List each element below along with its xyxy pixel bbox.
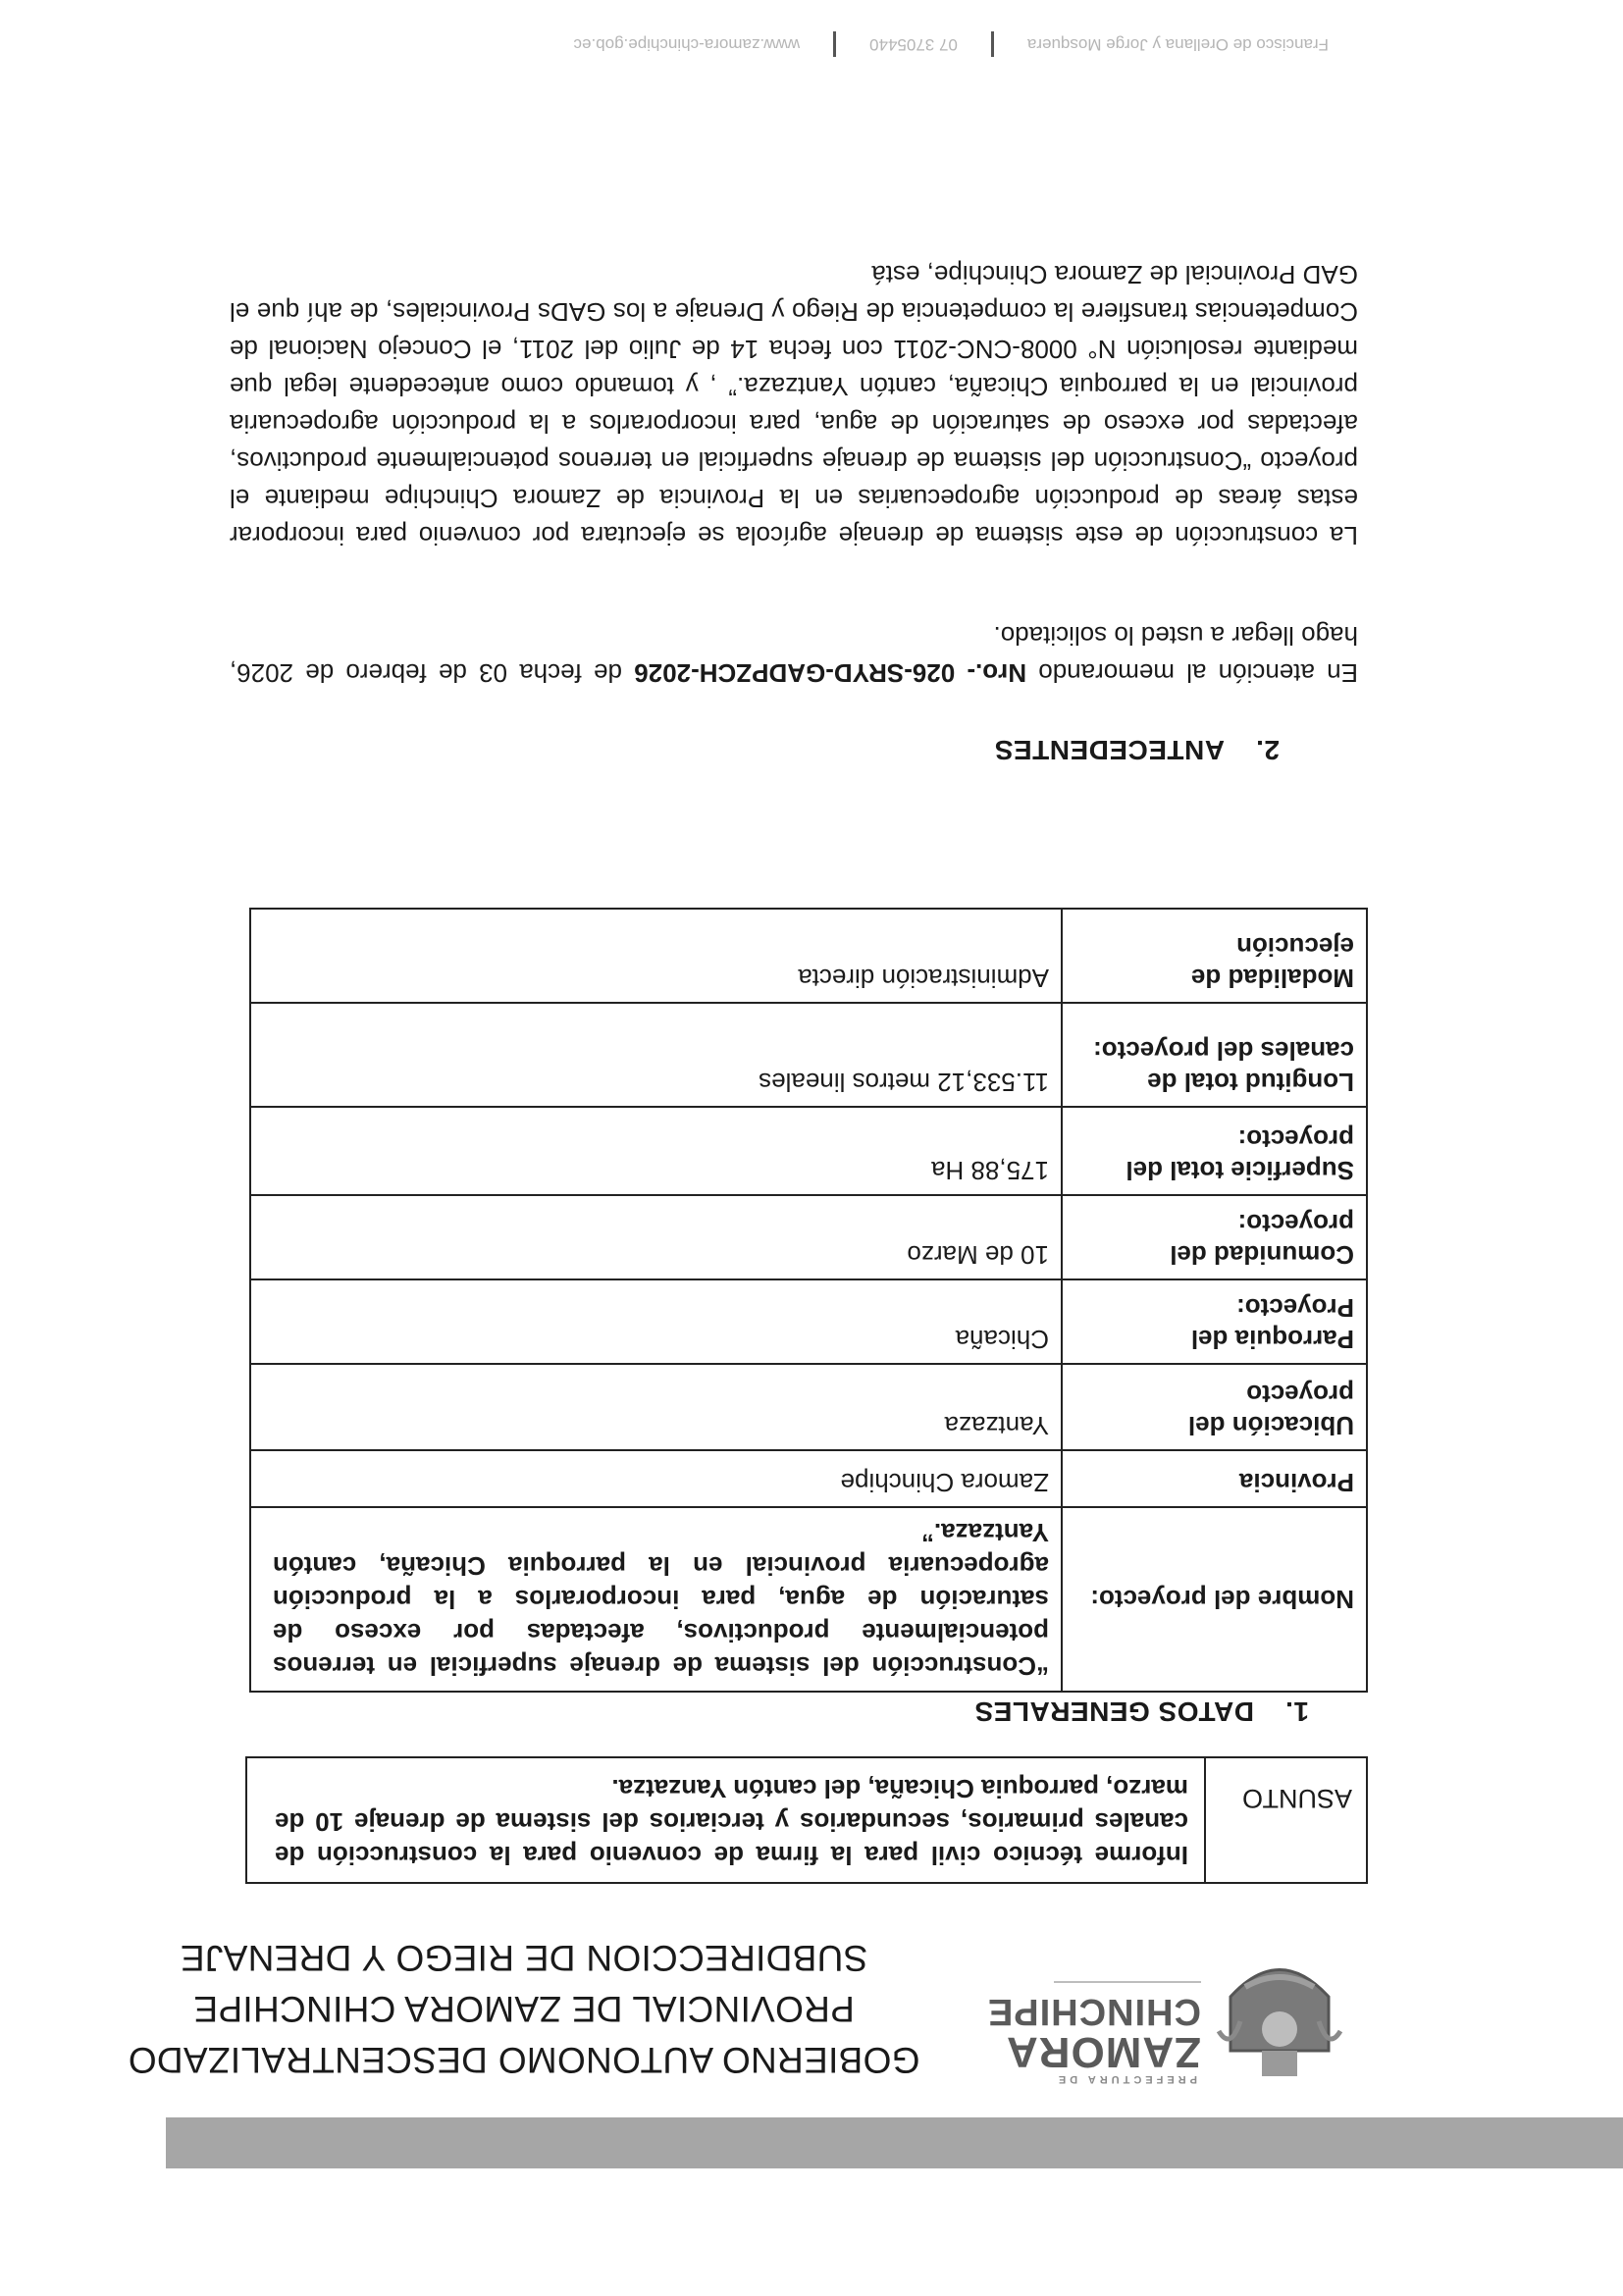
row-label: Parroquia del Proyecto: (1062, 1279, 1367, 1364)
table-row (250, 1003, 1367, 1107)
footer-separator (991, 31, 994, 57)
row-label: Provincia (1062, 1450, 1367, 1507)
row-value: 11.533,12 metros lineales (250, 1003, 1062, 1107)
row-value: Chicaña (250, 1279, 1062, 1364)
general-data-table (249, 908, 1368, 1693)
section-1-heading (974, 1696, 1309, 1727)
section-2-title: ANTECEDENTES (994, 735, 1225, 765)
row-value: Yantzaza (250, 1364, 1062, 1450)
row-value: 10 de Marzo (250, 1195, 1062, 1279)
row-label: Ubicación del proyecto (1062, 1364, 1367, 1450)
row-value: Zamora Chinchipe (250, 1450, 1062, 1507)
footer-separator (833, 31, 836, 57)
logo-chinchipe: CHINCHIPE (986, 1991, 1201, 2032)
header-band (166, 2117, 1623, 2168)
section-1-title: DATOS GENERALES (974, 1696, 1254, 1727)
table-row (250, 1364, 1367, 1450)
table-row (250, 1107, 1367, 1195)
logo-text (986, 1981, 1201, 2090)
section-2-heading (994, 734, 1280, 765)
antecedentes-paragraph-1 (230, 617, 1358, 692)
table-row (250, 1450, 1367, 1507)
coat-of-arms-icon (1211, 1943, 1348, 2090)
header-line-2: PROVINCIAL DE ZAMORA CHINCHIPE (193, 1989, 855, 2029)
table-row (250, 1507, 1367, 1692)
asunto-box (245, 1756, 1368, 1884)
footer-phone: 07 3705440 (869, 35, 958, 54)
section-2-number: 2. (1255, 735, 1280, 765)
logo-small-text: PREFECTURA DE (1054, 2073, 1197, 2085)
logo-rule (1054, 1981, 1201, 1983)
antecedentes-paragraph-2: La construcción de este sistema de drenaje agrícola se ejecutara por convenio para incorporar estas áreas de producción agropecuarias en la Provincia de Zamora Chinchipe mediante el proyecto “Construcción del sistema de drenaje superficial en terrenos potencialmente productivos, afectadas por exceso de saturación de agua, para incorporarlos a la producción agropecuaria provincial en la parroquia Chicaña, cantón Yantzaza.” , y tomando como antecedente legal que mediante resolución N° 0008-CNC-2011 con fecha 14 de Julio del 2011, el Concejo Nacional de Competencias transfiere la competencia de Riego y Drenaje a los GADs Provinciales, de ahí que el GAD Provincial de Zamora Chinchipe, está (230, 260, 1358, 550)
footer-website: www.zamora-chinchipe.gob.ec (573, 35, 801, 54)
row-label: Modalidad de ejecución (1062, 909, 1367, 1003)
paragraph-1-start: En atención al memorando (1026, 658, 1358, 688)
table-row (250, 1279, 1367, 1364)
row-label: Nombre del proyecto: (1062, 1507, 1367, 1692)
institution-header (53, 1932, 995, 2085)
row-value: Administración directa (250, 909, 1062, 1003)
row-label: Longitud total de canales del proyecto: (1062, 1003, 1367, 1107)
paragraph-1-end: de fecha 03 de febrero de 2026, hago llegar a usted lo solicitado. (229, 621, 1358, 688)
row-value: 175,88 Ha (250, 1107, 1062, 1195)
asunto-label: ASUNTO (1204, 1758, 1366, 1882)
section-1-number: 1. (1284, 1696, 1309, 1727)
asunto-text: Informe técnico civil para la firma de convenio para la construcción de canales primarios, secundarios y terciarios del sistema de drenaje 10 de marzo, parroquia Chicaña, del cantón Yanzatza. (275, 1774, 1188, 1870)
row-label: Superficie total del proyecto: (1062, 1107, 1367, 1195)
prefectura-logo (986, 1943, 1348, 2090)
table-row (250, 909, 1367, 1003)
footer-address: Francisco de Orellana y Jorge Mosquera (1026, 35, 1329, 54)
page-footer (249, 29, 1329, 59)
logo-zamora: ZAMORA (1005, 2028, 1201, 2076)
header-line-3: SUBDIRECCION DE RIEGO Y DRENAJE (180, 1938, 868, 1978)
memo-number: Nro.- 026-SRYD-GADPZCH-2026 (634, 658, 1027, 688)
table-row (250, 1195, 1367, 1279)
row-value: “Construcción del sistema de drenaje superficial en terrenos potencialmente productivos, afectadas por exceso de saturación de agua, para incorporarlos a la producción agropecuaria provincial en la parroquia Chicaña, cantón Yantzaza.” (250, 1507, 1062, 1692)
row-label: Comunidad del proyecto: (1062, 1195, 1367, 1279)
header-line-1: GOBIERNO AUTONOMO DESCENTRALIZADO (128, 2040, 920, 2080)
